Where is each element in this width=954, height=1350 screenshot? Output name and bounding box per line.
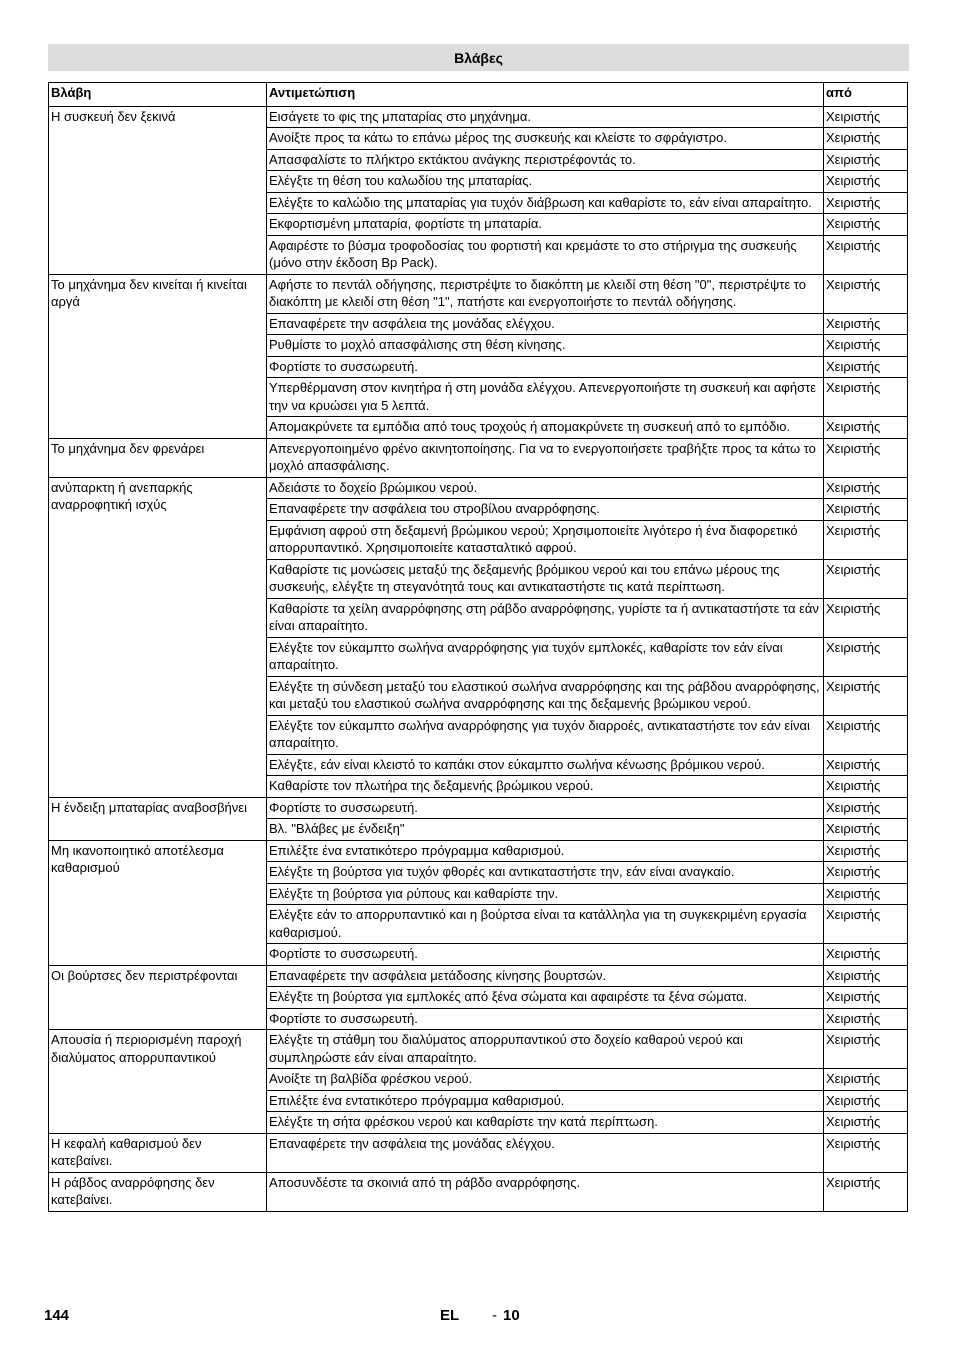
remedy-cell: Ελέγξτε το καλώδιο της μπαταρίας για τυχόν διάβρωση και καθαρίστε το, εάν είναι απαραίτητο.: [267, 192, 824, 214]
footer-separator: -: [492, 1307, 497, 1324]
by-cell: Χειριστής: [824, 944, 908, 966]
remedy-cell: Ανοίξτε τη βαλβίδα φρέσκου νερού.: [267, 1069, 824, 1091]
fault-cell: Το μηχάνημα δεν φρενάρει: [49, 438, 267, 477]
remedy-cell: Επαναφέρετε την ασφάλεια μετάδοσης κίνησης βουρτσών.: [267, 965, 824, 987]
table-row: [49, 840, 908, 862]
table-header-row: [49, 83, 908, 104]
remedy-cell: Επαναφέρετε την ασφάλεια της μονάδας ελέγχου.: [267, 1133, 824, 1172]
remedy-cell: Ελέγξτε τη σήτα φρέσκου νερού και καθαρίστε την κατά περίπτωση.: [267, 1112, 824, 1134]
by-cell: Χειριστής: [824, 335, 908, 357]
remedy-cell: Ελέγξτε εάν το απορρυπαντικό και η βούρτσα είναι τα κατάλληλα για τη συγκεκριμένη εργασία καθαρισμού.: [267, 905, 824, 944]
remedy-cell: Αφήστε το πεντάλ οδήγησης, περιστρέψτε το διακόπτη με κλειδί στη θέση "0", περιστρέψτε το διακόπτη με κλειδί στη θέση "1", πατήστε και ενεργοποιήστε το πεντάλ οδήγησης.: [267, 274, 824, 313]
by-cell: Χειριστής: [824, 819, 908, 841]
remedy-cell: Αδειάστε το δοχείο βρώμικου νερού.: [267, 477, 824, 499]
by-cell: Χειριστής: [824, 171, 908, 193]
by-cell: Χειριστής: [824, 477, 908, 499]
by-cell: Χειριστής: [824, 192, 908, 214]
fault-cell: Η κεφαλή καθαρισμού δεν κατεβαίνει.: [49, 1133, 267, 1172]
by-cell: Χειριστής: [824, 1069, 908, 1091]
by-cell: Χειριστής: [824, 776, 908, 798]
by-cell: Χειριστής: [824, 559, 908, 598]
by-cell: Χειριστής: [824, 676, 908, 715]
fault-cell: Μη ικανοποιητικό αποτέλεσμα καθαρισμού: [49, 840, 267, 965]
remedy-cell: Φορτίστε το συσσωρευτή.: [267, 356, 824, 378]
fault-cell: Απουσία ή περιορισμένη παροχή διαλύματος απορρυπαντικού: [49, 1030, 267, 1134]
by-cell: Χειριστής: [824, 438, 908, 477]
table-row: [49, 438, 908, 477]
remedy-cell: Φορτίστε το συσσωρευτή.: [267, 797, 824, 819]
by-cell: Χειριστής: [824, 378, 908, 417]
remedy-cell: Φορτίστε το συσσωρευτή.: [267, 944, 824, 966]
remedy-cell: Αποσυνδέστε τα σκοινιά από τη ράβδο αναρρόφησης.: [267, 1172, 824, 1211]
remedy-cell: Βλ. "Βλάβες με ένδειξη": [267, 819, 824, 841]
by-cell: Χειριστής: [824, 235, 908, 274]
table-row: [49, 1030, 908, 1069]
fault-cell: Το μηχάνημα δεν κινείται ή κινείται αργά: [49, 274, 267, 438]
remedy-cell: Ρυθμίστε το μοχλό απασφάλισης στη θέση κίνησης.: [267, 335, 824, 357]
remedy-cell: Εμφάνιση αφρού στη δεξαμενή βρώμικου νερού; Χρησιμοποιείτε λιγότερο ή ένα διαφορετικό απορρυπαντικό. Χρησιμοποιείτε κατασταλτικό αφρού.: [267, 520, 824, 559]
remedy-cell: Υπερθέρμανση στον κινητήρα ή στη μονάδα ελέγχου. Απενεργοποιήστε τη συσκευή και αφήστε την να κρυώσει για 5 λεπτά.: [267, 378, 824, 417]
by-cell: Χειριστής: [824, 520, 908, 559]
by-cell: Χειριστής: [824, 313, 908, 335]
section-title: Βλάβες: [48, 44, 909, 71]
header-fault: Βλάβη: [49, 83, 267, 104]
remedy-cell: Επιλέξτε ένα εντατικότερο πρόγραμμα καθαρισμού.: [267, 840, 824, 862]
remedy-cell: Απασφαλίστε το πλήκτρο εκτάκτου ανάγκης περιστρέφοντάς το.: [267, 149, 824, 171]
by-cell: Χειριστής: [824, 1008, 908, 1030]
by-cell: Χειριστής: [824, 499, 908, 521]
fault-cell: Η συσκευή δεν ξεκινά: [49, 106, 267, 274]
remedy-cell: Εισάγετε το φις της μπαταρίας στο μηχάνημα.: [267, 106, 824, 128]
language-code: EL: [440, 1307, 460, 1324]
remedy-cell: Επαναφέρετε την ασφάλεια του στροβίλου αναρρόφησης.: [267, 499, 824, 521]
remedy-cell: Ελέγξτε τη σύνδεση μεταξύ του ελαστικού σωλήνα αναρρόφησης και της ράβδου αναρρόφησης, και μεταξύ του ελαστικού σωλήνα αναρρόφησης και της δεξαμενής βρώμικου νερού.: [267, 676, 824, 715]
by-cell: Χειριστής: [824, 883, 908, 905]
header-by: από: [824, 83, 908, 104]
by-cell: Χειριστής: [824, 128, 908, 150]
remedy-cell: Φορτίστε το συσσωρευτή.: [267, 1008, 824, 1030]
remedy-cell: Καθαρίστε τις μονώσεις μεταξύ της δεξαμενής βρόμικου νερού και του επάνω μέρους της συσκευής, ελέγξτε τη στεγανότητά τους και αντικαταστήστε τις κατά περίπτωση.: [267, 559, 824, 598]
table-body: [49, 106, 908, 1211]
remedy-cell: Ελέγξτε τον εύκαμπτο σωλήνα αναρρόφησης για τυχόν εμπλοκές, καθαρίστε τον εάν είναι απαραίτητο.: [267, 637, 824, 676]
remedy-cell: Επαναφέρετε την ασφάλεια της μονάδας ελέγχου.: [267, 313, 824, 335]
remedy-cell: Ελέγξτε, εάν είναι κλειστό το καπάκι στον εύκαμπτο σωλήνα κένωσης βρόμικου νερού.: [267, 754, 824, 776]
remedy-cell: Καθαρίστε τον πλωτήρα της δεξαμενής βρώμικου νερού.: [267, 776, 824, 798]
section-number: 10: [503, 1307, 520, 1324]
remedy-cell: Απομακρύνετε τα εμπόδια από τους τροχούς ή απομακρύνετε τη συσκευή από το εμπόδιο.: [267, 417, 824, 439]
by-cell: Χειριστής: [824, 214, 908, 236]
table-row: [49, 1172, 908, 1211]
by-cell: Χειριστής: [824, 106, 908, 128]
by-cell: Χειριστής: [824, 274, 908, 313]
by-cell: Χειριστής: [824, 598, 908, 637]
table-row: [49, 797, 908, 819]
remedy-cell: Ελέγξτε τη στάθμη του διαλύματος απορρυπαντικού στο δοχείο καθαρού νερού και συμπληρώστε εάν είναι απαραίτητο.: [267, 1030, 824, 1069]
remedy-cell: Ελέγξτε τη θέση του καλωδίου της μπαταρίας.: [267, 171, 824, 193]
by-cell: Χειριστής: [824, 417, 908, 439]
remedy-cell: Επιλέξτε ένα εντατικότερο πρόγραμμα καθαρισμού.: [267, 1090, 824, 1112]
by-cell: Χειριστής: [824, 637, 908, 676]
table-row: [49, 106, 908, 128]
by-cell: Χειριστής: [824, 1030, 908, 1069]
by-cell: Χειριστής: [824, 1090, 908, 1112]
table-row: [49, 965, 908, 987]
by-cell: Χειριστής: [824, 1112, 908, 1134]
by-cell: Χειριστής: [824, 754, 908, 776]
remedy-cell: Αφαιρέστε το βύσμα τροφοδοσίας του φορτιστή και κρεμάστε το στο στήριγμα της συσκευής (μόνο στην έκδοση Bp Pack).: [267, 235, 824, 274]
table-row: [49, 477, 908, 499]
by-cell: Χειριστής: [824, 840, 908, 862]
fault-cell: ανύπαρκτη ή ανεπαρκής αναρροφητική ισχύς: [49, 477, 267, 797]
remedy-cell: Ελέγξτε τη βούρτσα για τυχόν φθορές και αντικαταστήστε την, εάν είναι αναγκαίο.: [267, 862, 824, 884]
fault-cell: Η ένδειξη μπαταρίας αναβοσβήνει: [49, 797, 267, 840]
remedy-cell: Εκφορτισμένη μπαταρία, φορτίστε τη μπαταρία.: [267, 214, 824, 236]
by-cell: Χειριστής: [824, 1133, 908, 1172]
header-remedy: Αντιμετώπιση: [267, 83, 824, 104]
fault-cell: Οι βούρτσες δεν περιστρέφονται: [49, 965, 267, 1030]
remedy-cell: Καθαρίστε τα χείλη αναρρόφησης στη ράβδο αναρρόφησης, γυρίστε τα ή αντικαταστήστε τα εάν είναι απαραίτητο.: [267, 598, 824, 637]
table-row: [49, 1133, 908, 1172]
by-cell: Χειριστής: [824, 905, 908, 944]
by-cell: Χειριστής: [824, 987, 908, 1009]
remedy-cell: Ελέγξτε τη βούρτσα για ρύπους και καθαρίστε την.: [267, 883, 824, 905]
remedy-cell: Απενεργοποιημένο φρένο ακινητοποίησης. Για να το ενεργοποιήσετε τραβήξτε προς τα κάτω το μοχλό απασφάλισης.: [267, 438, 824, 477]
remedy-cell: Ελέγξτε τον εύκαμπτο σωλήνα αναρρόφησης για τυχόν διαρροές, αντικαταστήστε τον εάν είναι απαραίτητο.: [267, 715, 824, 754]
by-cell: Χειριστής: [824, 715, 908, 754]
remedy-cell: Ελέγξτε τη βούρτσα για εμπλοκές από ξένα σώματα και αφαιρέστε τα ξένα σώματα.: [267, 987, 824, 1009]
by-cell: Χειριστής: [824, 797, 908, 819]
by-cell: Χειριστής: [824, 356, 908, 378]
by-cell: Χειριστής: [824, 149, 908, 171]
by-cell: Χειριστής: [824, 965, 908, 987]
by-cell: Χειριστής: [824, 1172, 908, 1211]
page-number: 144: [44, 1307, 70, 1324]
faults-table: [48, 82, 908, 1212]
table-row: [49, 274, 908, 313]
by-cell: Χειριστής: [824, 862, 908, 884]
remedy-cell: Ανοίξτε προς τα κάτω το επάνω μέρος της συσκευής και κλείστε το σφράγιστρο.: [267, 128, 824, 150]
fault-cell: Η ράβδος αναρρόφησης δεν κατεβαίνει.: [49, 1172, 267, 1211]
